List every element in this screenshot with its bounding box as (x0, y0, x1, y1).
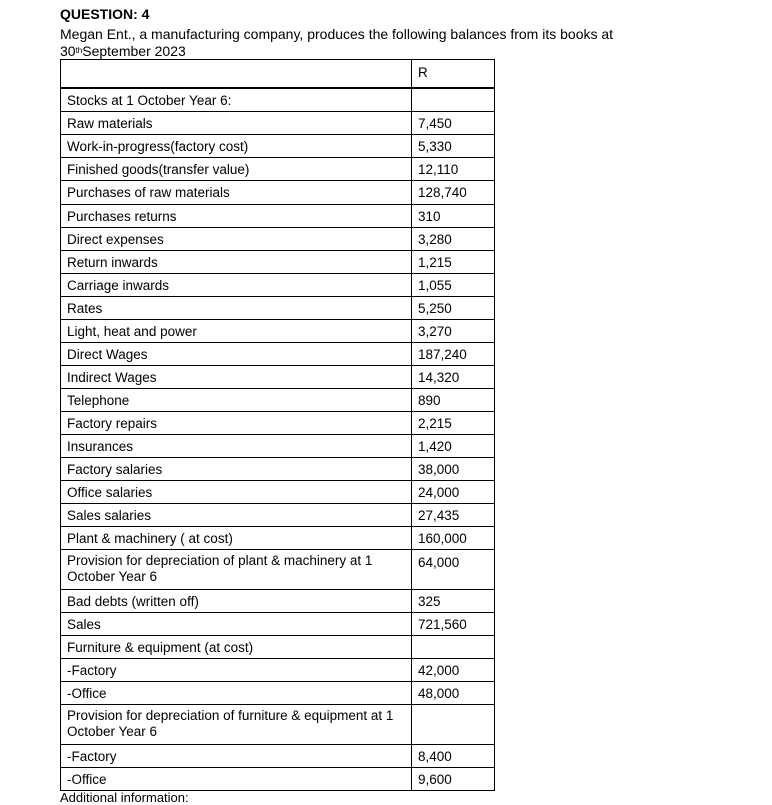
row-value: 1,420 (412, 434, 495, 457)
row-label: -Factory (61, 744, 412, 767)
row-value: 48,000 (412, 681, 495, 704)
row-label: Office salaries (61, 480, 412, 503)
row-value: 64,000 (412, 549, 495, 589)
balances-table (60, 59, 495, 791)
intro-date-day: 30 (60, 43, 76, 59)
row-label: Work-in-progress(factory cost) (61, 134, 412, 157)
row-value (412, 635, 495, 658)
table-row (61, 227, 495, 250)
table-row (61, 635, 495, 658)
row-value: 9,600 (412, 767, 495, 790)
row-value: 890 (412, 388, 495, 411)
table-row (61, 319, 495, 342)
table-row (61, 180, 495, 204)
row-value (412, 88, 495, 111)
row-label: -Office (61, 767, 412, 790)
header-label-cell (61, 60, 412, 89)
row-label: Factory salaries (61, 457, 412, 480)
table-row (61, 111, 495, 134)
table-row (61, 157, 495, 180)
currency-header: R (412, 60, 495, 89)
row-label: Rates (61, 296, 412, 319)
row-label: Direct expenses (61, 227, 412, 250)
row-value: 3,280 (412, 227, 495, 250)
table-row (61, 658, 495, 681)
row-value: 187,240 (412, 342, 495, 365)
row-value: 160,000 (412, 526, 495, 549)
row-value: 310 (412, 204, 495, 227)
intro-line: Megan Ent., a manufacturing company, produces the following balances from its books at (60, 26, 614, 42)
additional-info-text: Additional information: (60, 790, 189, 805)
table-row (61, 480, 495, 503)
row-value: 38,000 (412, 457, 495, 480)
table-row (61, 704, 495, 744)
table-row (61, 434, 495, 457)
row-label: Telephone (61, 388, 412, 411)
row-label: Raw materials (61, 111, 412, 134)
row-label: Stocks at 1 October Year 6: (61, 88, 412, 111)
table-row (61, 204, 495, 227)
table-row (61, 250, 495, 273)
question-intro (60, 26, 700, 60)
table-row (61, 612, 495, 635)
table-row (61, 503, 495, 526)
table-row (61, 589, 495, 612)
row-label: Factory repairs (61, 411, 412, 434)
row-label: Purchases returns (61, 204, 412, 227)
row-value: 5,330 (412, 134, 495, 157)
question-title: QUESTION: 4 (60, 6, 150, 22)
row-label: Insurances (61, 434, 412, 457)
row-value: 2,215 (412, 411, 495, 434)
row-value: 24,000 (412, 480, 495, 503)
row-value: 27,435 (412, 503, 495, 526)
row-label: -Factory (61, 658, 412, 681)
row-label: Sales (61, 612, 412, 635)
table-row (61, 767, 495, 790)
row-label: Return inwards (61, 250, 412, 273)
row-value: 721,560 (412, 612, 495, 635)
row-label: Provision for depreciation of furniture & equipment at 1 October Year 6 (61, 704, 412, 744)
row-value: 1,215 (412, 250, 495, 273)
row-label: -Office (61, 681, 412, 704)
table-row (61, 526, 495, 549)
row-label: Carriage inwards (61, 273, 412, 296)
table-row (61, 388, 495, 411)
table-row (61, 681, 495, 704)
row-value (412, 704, 495, 744)
intro-date-suffix: th (75, 46, 83, 55)
row-label: Bad debts (written off) (61, 589, 412, 612)
row-value: 8,400 (412, 744, 495, 767)
table-row (61, 457, 495, 480)
row-label: Sales salaries (61, 503, 412, 526)
row-value: 5,250 (412, 296, 495, 319)
table-row (61, 296, 495, 319)
row-value: 12,110 (412, 157, 495, 180)
row-value: 128,740 (412, 180, 495, 204)
table-row (61, 134, 495, 157)
row-label: Indirect Wages (61, 365, 412, 388)
row-label: Purchases of raw materials (61, 180, 412, 204)
row-value: 14,320 (412, 365, 495, 388)
row-label: Finished goods(transfer value) (61, 157, 412, 180)
intro-date-rest: September 2023 (82, 43, 186, 59)
row-value: 42,000 (412, 658, 495, 681)
table-row (61, 342, 495, 365)
table-header-row (61, 60, 495, 89)
row-value: 1,055 (412, 273, 495, 296)
row-value: 325 (412, 589, 495, 612)
table-row (61, 549, 495, 589)
table-row (61, 411, 495, 434)
table-row (61, 744, 495, 767)
table-row (61, 365, 495, 388)
row-label: Furniture & equipment (at cost) (61, 635, 412, 658)
row-value: 7,450 (412, 111, 495, 134)
row-label: Provision for depreciation of plant & machinery at 1 October Year 6 (61, 549, 412, 589)
row-label: Light, heat and power (61, 319, 412, 342)
table-row (61, 88, 495, 111)
row-label: Direct Wages (61, 342, 412, 365)
table-row (61, 273, 495, 296)
row-label: Plant & machinery ( at cost) (61, 526, 412, 549)
row-value: 3,270 (412, 319, 495, 342)
